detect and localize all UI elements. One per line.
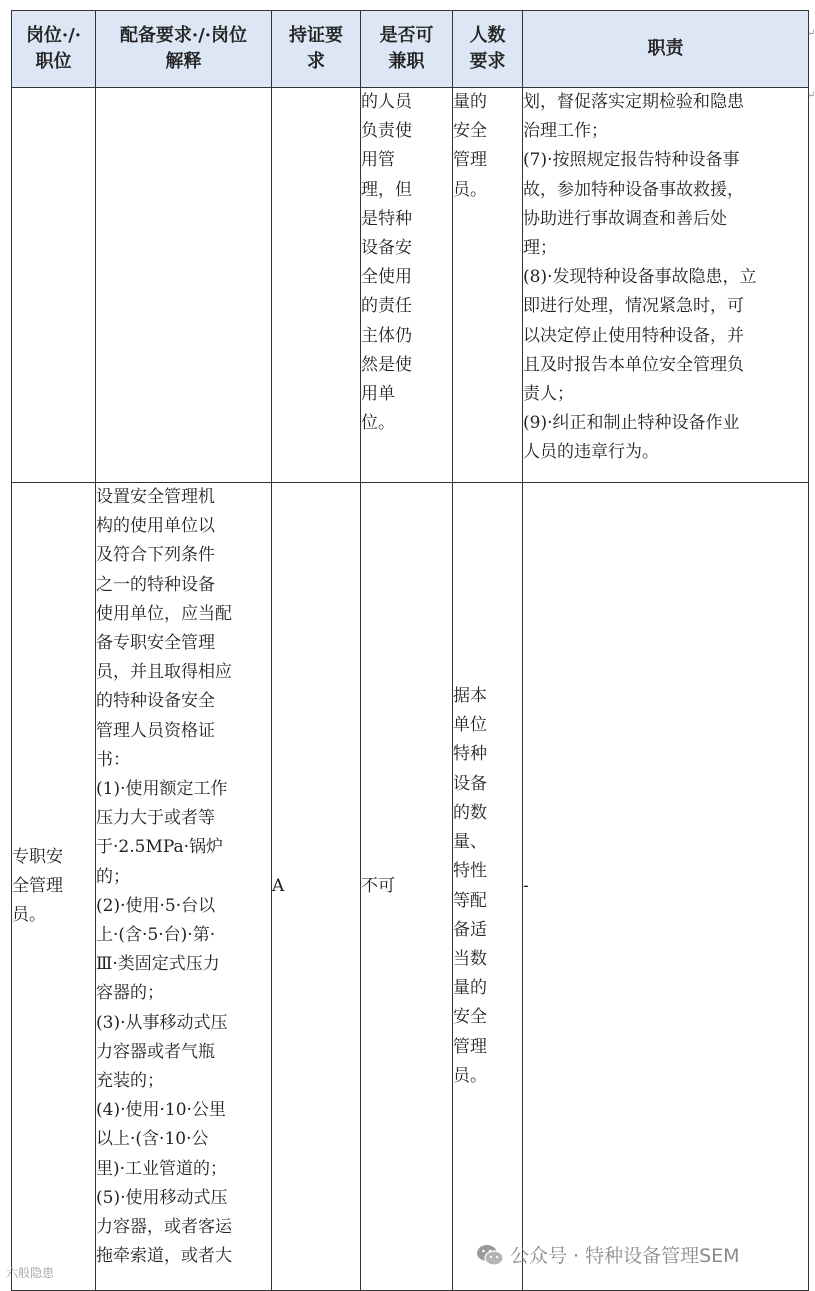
text-line: 解释 — [165, 51, 202, 72]
text-line: 之一的特种设备 — [96, 574, 215, 595]
header-staffing-requirement — [96, 11, 272, 88]
text-line: 的人员 — [361, 92, 412, 112]
watermark-label: 公众号 · 特种设备管理SEM — [510, 1245, 740, 1267]
row2-requirement — [96, 483, 272, 1291]
wechat-icon — [476, 1243, 504, 1267]
text-line: 用管 — [361, 150, 395, 171]
text-line: 里)·工业管道的； — [96, 1158, 228, 1179]
text-line: 员。 — [453, 179, 487, 200]
text-line: 的； — [96, 866, 130, 887]
table-header-row — [12, 11, 809, 88]
row2-duties — [523, 483, 809, 1291]
cell-end-mark: ↵ — [807, 28, 815, 39]
text-line: 是特种 — [361, 208, 412, 229]
text-line: 即进行处理，情况紧急时，可 — [523, 296, 744, 317]
text-line: 备专职安全管理 — [96, 633, 215, 654]
text-line: 求 — [307, 51, 325, 72]
text-line: 人数 — [469, 25, 506, 46]
table-row — [12, 483, 809, 1291]
text-line: 故，参加特种设备事故救援， — [523, 179, 744, 200]
text-line: 全使用 — [361, 267, 412, 288]
row1-requirement — [96, 88, 272, 483]
text-line: 治理工作； — [523, 121, 608, 142]
text-line: 管理人员资格证 — [96, 720, 215, 741]
text-line: 安全 — [453, 1007, 487, 1028]
text-line: 使用单位，应当配 — [96, 603, 232, 624]
header-duties — [523, 11, 809, 88]
text-line: 且及时报告本单位安全管理负 — [523, 354, 744, 375]
watermark — [476, 1241, 740, 1268]
header-certificate — [272, 11, 361, 88]
text-line: 不可 — [361, 875, 395, 896]
text-line: (3)·从事移动式压 — [96, 1012, 228, 1033]
text-line: (2)·使用·5·台以 — [96, 895, 216, 916]
header-headcount — [453, 11, 523, 88]
text-line: 员，并且取得相应 — [96, 662, 232, 683]
text-line: (8)·发现特种设备事故隐患，立 — [523, 267, 757, 288]
position-requirements-table — [11, 10, 809, 1291]
text-line: 职责 — [647, 38, 684, 59]
row2-headcount — [453, 483, 523, 1291]
text-line: 特性 — [453, 861, 487, 882]
text-line: (9)·纠正和制止特种设备作业 — [523, 413, 740, 434]
text-line: 及符合下列条件 — [96, 545, 215, 566]
text-line: 人员的违章行为。 — [523, 442, 659, 463]
text-line: 岗位·/· — [25, 25, 82, 46]
text-line: Ⅲ·类固定式压力 — [96, 954, 220, 975]
text-line: 员。 — [453, 1065, 487, 1086]
text-line: (1)·使用额定工作 — [96, 779, 228, 800]
text-line: 于·2.5MPa·锅炉 — [96, 837, 224, 858]
text-line: 配备要求·/·岗位 — [119, 25, 248, 46]
text-line: 容器的； — [96, 983, 164, 1004]
text-line: 位。 — [361, 413, 395, 434]
text-line: 协助进行事故调查和善后处 — [523, 208, 727, 229]
text-line: 上·(含·5·台)·第· — [96, 925, 216, 946]
text-line: 书： — [96, 749, 130, 770]
text-line: 是否可 — [379, 25, 434, 46]
text-line: - — [523, 875, 529, 896]
cell-end-mark: ↵ — [807, 90, 815, 101]
header-position — [12, 11, 96, 88]
text-line: 设备 — [453, 773, 487, 794]
text-line: 理，但 — [361, 179, 412, 200]
text-line: 划，督促落实定期检验和隐患 — [523, 92, 744, 112]
text-line: 的特种设备安全 — [96, 691, 215, 712]
text-line: 责人； — [523, 384, 574, 405]
text-line: 管理 — [453, 1036, 487, 1057]
text-line: 量的 — [453, 978, 487, 999]
text-line: 然是使 — [361, 354, 412, 375]
text-line: (5)·使用移动式压 — [96, 1187, 228, 1208]
text-line: 主体仍 — [361, 325, 412, 346]
text-line: 负责使 — [361, 121, 412, 142]
text-line: 的责任 — [361, 296, 412, 317]
text-line: 量的 — [453, 92, 487, 112]
text-line: 安全 — [453, 121, 487, 142]
corner-watermark: 六般隐患 — [6, 1266, 55, 1280]
text-line: 用单 — [361, 384, 395, 405]
text-line: 单位 — [453, 715, 487, 736]
row1-certificate — [272, 88, 361, 483]
text-line: 设备安 — [361, 238, 412, 259]
text-line: 拖牵索道，或者大 — [96, 1246, 232, 1267]
text-line: 力容器，或者客运 — [96, 1217, 232, 1238]
text-line: 兼职 — [388, 51, 425, 72]
text-line: 构的使用单位以 — [96, 516, 215, 537]
row2-part-time — [361, 483, 453, 1291]
text-line: 管理 — [453, 150, 487, 171]
row1-part-time — [361, 88, 453, 483]
text-line: 据本 — [453, 686, 487, 707]
text-line: (7)·按照规定报告特种设备事 — [523, 150, 740, 171]
header-part-time — [361, 11, 453, 88]
text-line: 专职安 — [12, 846, 63, 867]
text-line: 持证要 — [289, 25, 343, 46]
text-line: 的数 — [453, 802, 487, 823]
text-line: (4)·使用·10·公里 — [96, 1100, 226, 1121]
text-line: 力容器或者气瓶 — [96, 1041, 215, 1062]
text-line: 备适 — [453, 919, 487, 940]
text-line: 理； — [523, 238, 557, 259]
text-line: 当数 — [453, 948, 487, 969]
text-line: 等配 — [453, 890, 487, 911]
text-line: 充装的； — [96, 1071, 164, 1092]
text-line: 要求 — [469, 51, 506, 72]
text-line: 全管理 — [12, 875, 63, 896]
text-line: A — [272, 875, 285, 896]
table-row — [12, 88, 809, 483]
row1-position — [12, 88, 96, 483]
text-line: 以上·(含·10·公 — [96, 1129, 209, 1150]
row2-certificate — [272, 483, 361, 1291]
text-line: 压力大于或者等 — [96, 808, 215, 829]
text-line: 员。 — [12, 905, 46, 926]
text-line: 量、 — [453, 832, 487, 853]
text-line: 设置安全管理机 — [96, 487, 215, 507]
text-line: 以决定停止使用特种设备，并 — [523, 325, 744, 346]
text-line: 特种 — [453, 744, 487, 765]
text-line: 职位 — [35, 51, 72, 72]
row1-headcount — [453, 88, 523, 483]
row2-position — [12, 483, 96, 1291]
row1-duties — [523, 88, 809, 483]
